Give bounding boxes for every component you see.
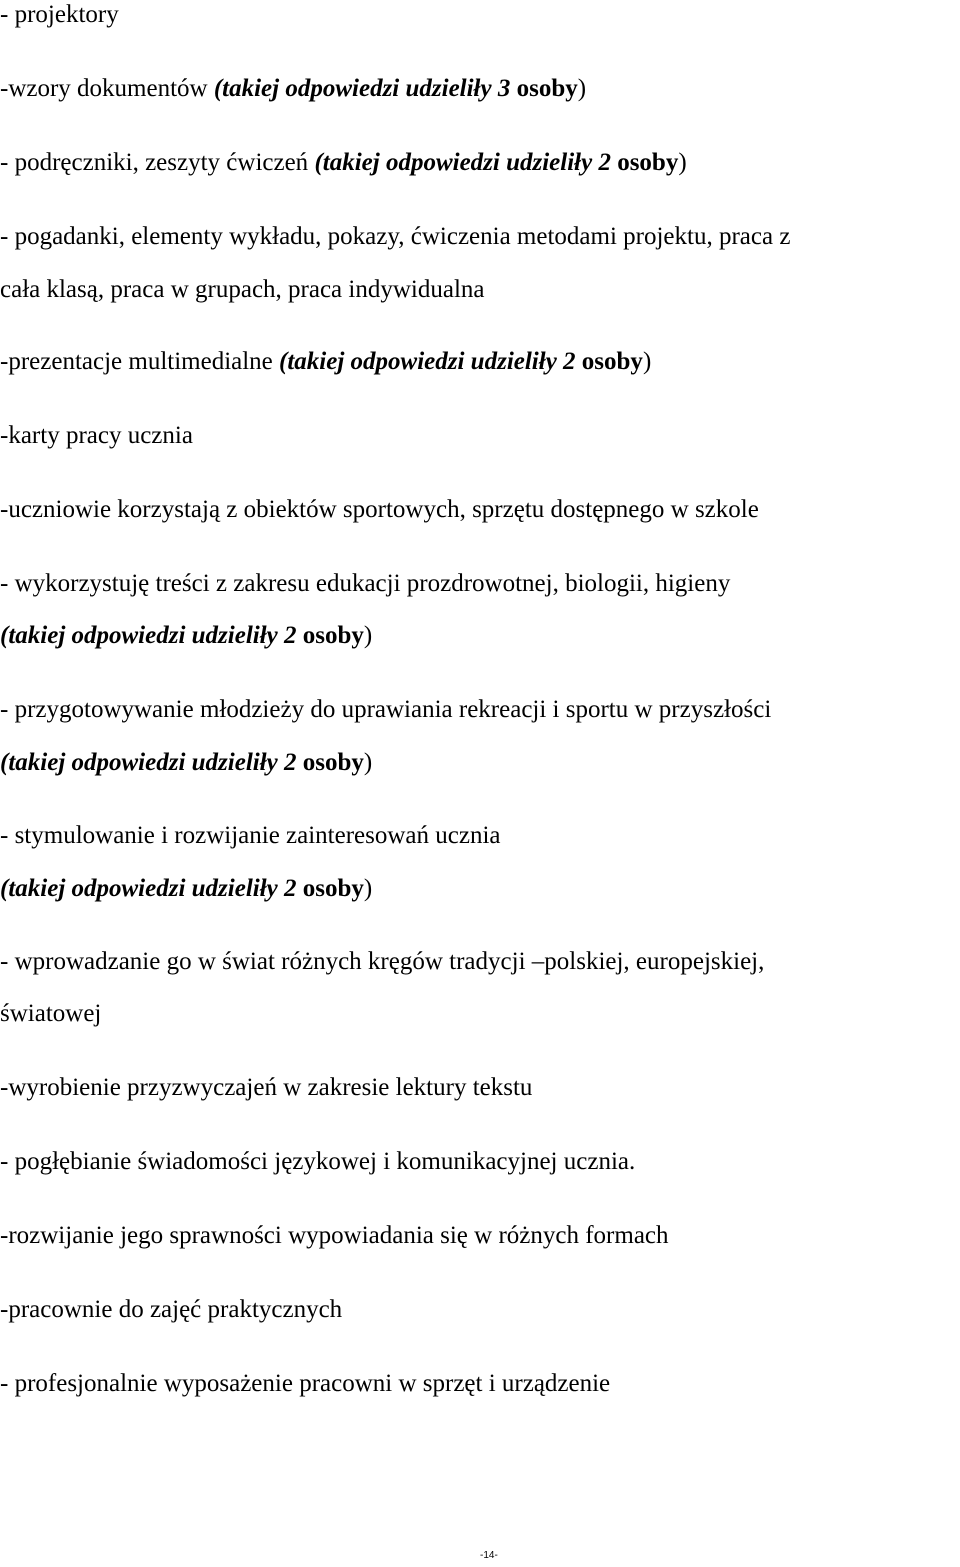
response-note-bold: osoby [302,749,364,776]
text-line-8 [0,495,759,525]
response-note: (takiej odpowiedzi udzieliły 2 [0,749,303,776]
response-note-bold: osoby [516,75,578,102]
text-line-13 [0,821,501,851]
line-text: - wykorzystuję treści z zakresu edukacji prozdrowotnej, biologii, higieny [0,570,731,597]
line-text: światowej [0,1000,102,1027]
text-line-16 [0,999,101,1029]
line-text: - pogłębianie świadomości językowej i komunikacyjnej ucznia. [0,1148,636,1175]
line-text: -uczniowie korzystają z obiektów sportowych, sprzętu dostępnego w szkole [0,496,759,523]
text-line-3 [0,148,687,178]
text-line-5 [0,275,485,305]
response-note-end: ) [363,749,373,776]
response-note-end: ) [363,875,373,902]
text-line-9 [0,569,730,599]
line-text: - profesjonalnie wyposażenie pracowni w sprzęt i urządzenie [0,1370,611,1397]
text-line-7 [0,421,193,451]
text-line-18 [0,1147,635,1177]
text-line-1 [0,0,119,30]
response-note: (takiej odpowiedzi udzieliły 2 [279,348,582,375]
text-line-2 [0,74,586,104]
response-note-end: ) [363,622,373,649]
line-text: - pogadanki, elementy wykładu, pokazy, ćwiczenia metodami projektu, praca z [0,223,791,250]
line-text: -wyrobienie przyzwyczajeń w zakresie lektury tekstu [0,1074,533,1101]
response-note-end: ) [678,149,687,176]
line-text: -wzory dokumentów [0,75,214,102]
line-text: - wprowadzanie go w świat różnych kręgów tradycji –polskiej, europejskiej, [0,948,765,975]
text-line-6 [0,347,651,377]
text-line-21 [0,1369,610,1399]
line-text: -karty pracy ucznia [0,422,193,449]
text-line-15 [0,947,764,977]
response-note-bold: osoby [581,348,643,375]
line-text: -pracownie do zajęć praktycznych [0,1296,343,1323]
line-text: - podręczniki, zeszyty ćwiczeń [0,149,315,176]
text-line-4 [0,222,790,252]
response-note: (takiej odpowiedzi udzieliły 2 [0,622,303,649]
text-line-10 [0,621,372,651]
page-number: -14- [480,1550,498,1561]
line-text: cała klasą, praca w grupach, praca indywidualna [0,276,485,303]
response-note-bold: osoby [302,622,364,649]
response-note: (takiej odpowiedzi udzieliły 2 [0,875,303,902]
line-text: - stymulowanie i rozwijanie zainteresowań ucznia [0,822,501,849]
line-text: -rozwijanie jego sprawności wypowiadania się w różnych formach [0,1222,669,1249]
line-text: -prezentacje multimedialne [0,348,280,375]
response-note-bold: osoby [617,149,679,176]
line-text: - projektory [0,1,119,28]
text-line-19 [0,1221,669,1251]
response-note-bold: osoby [302,875,364,902]
line-text: - przygotowywanie młodzieży do uprawiania rekreacji i sportu w przyszłości [0,696,772,723]
response-note: (takiej odpowiedzi udzieliły 3 [213,75,517,102]
response-note-end: ) [577,75,587,102]
response-note: (takiej odpowiedzi udzieliły 2 [314,149,618,176]
response-note-end: ) [642,348,652,375]
text-line-20 [0,1295,342,1325]
text-line-17 [0,1073,532,1103]
text-line-12 [0,748,372,778]
text-line-14 [0,874,372,904]
text-line-11 [0,695,771,725]
